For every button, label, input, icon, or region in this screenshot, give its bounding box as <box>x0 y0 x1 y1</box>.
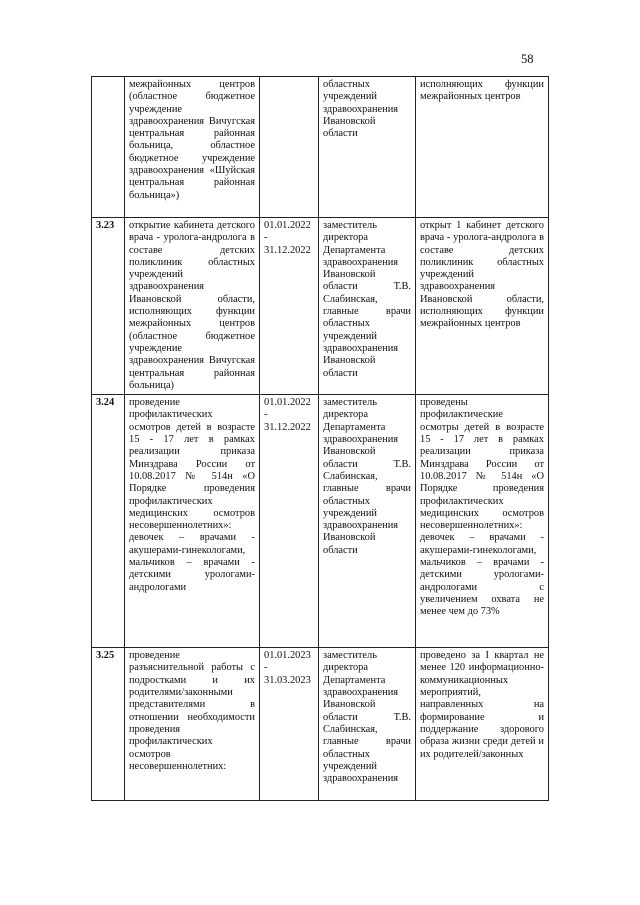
responsible-cell: заместитель директора Департамента здравоохранения Ивановской области Т.В. Слабинская, главные врачи областных учреждений здравоохранения <box>319 648 416 801</box>
dates-cell: 01.01.2022 - 31.12.2022 <box>260 218 319 395</box>
result-cell: открыт 1 кабинет детского врача - уролога-андролога в составе детских поликлиник областных учреждений здравоохранения Ивановской области, исполняющих функции межрайонных центров <box>416 218 549 395</box>
result-cell: проведено за I квартал не менее 120 информационно-коммуникационных мероприятий, направленных на формирование и поддержание здорового образа жизни среди детей и их родителей/законных <box>416 648 549 801</box>
row-number: 3.25 <box>92 648 125 801</box>
page-number: 58 <box>521 52 534 66</box>
responsible-cell: заместитель директора Департамента здравоохранения Ивановской области Т.В. Слабинская, главные врачи областных учреждений здравоохранения Ивановской области <box>319 395 416 648</box>
row-number: 3.24 <box>92 395 125 648</box>
table-row <box>92 77 549 218</box>
activity-cell: открытие кабинета детского врача - уролога-андролога в составе детских поликлиник областных учреждений здравоохранения Ивановской области, исполняющих функции межрайонных центров (областное бюджетное учреждение здравоохранения Вичугская центральная районная больница) <box>125 218 260 395</box>
dates-cell <box>260 77 319 218</box>
responsible-cell: областных учреждений здравоохранения Ивановской области <box>319 77 416 218</box>
responsible-cell: заместитель директора Департамента здравоохранения Ивановской области Т.В. Слабинская, главные врачи областных учреждений здравоохранения Ивановской области <box>319 218 416 395</box>
activity-cell: проведение профилактических осмотров детей в возрасте 15 - 17 лет в рамках реализации приказа Минздрава России от 10.08.2017 № 514н «О Порядке проведения профилактических медицинских осмотров несовершеннолетних»: девочек – врачами - акушерами-гинекологами, мальчиков – врачами - детскими урологами-андрологами <box>125 395 260 648</box>
result-cell: проведены профилактические осмотры детей в возрасте 15 - 17 лет в рамках реализации приказа Минздрава России от 10.08.2017 № 514н «О Порядке проведения профилактических медицинских осмотров несовершеннолетних»: девочек – врачами - акушерами-гинекологами, мальчиков – врачами - детскими урологами-андрологами с увеличением охвата не менее чем до 73% <box>416 395 549 648</box>
result-cell: исполняющих функции межрайонных центров <box>416 77 549 218</box>
measures-table <box>91 76 549 801</box>
table-row <box>92 648 549 801</box>
dates-cell: 01.01.2023 - 31.03.2023 <box>260 648 319 801</box>
table-row <box>92 218 549 395</box>
dates-cell: 01.01.2022 - 31.12.2022 <box>260 395 319 648</box>
table-row <box>92 395 549 648</box>
row-number: 3.23 <box>92 218 125 395</box>
activity-cell: межрайонных центров (областное бюджетное учреждение здравоохранения Вичугская центральная районная больница, областное бюджетное учреждение здравоохранения «Шуйская центральная районная больница») <box>125 77 260 218</box>
activity-cell: проведение разъяснительной работы с подростками и их родителями/законными представителями в отношении необходимости проведения профилактических осмотров несовершеннолетних: <box>125 648 260 801</box>
row-number <box>92 77 125 218</box>
